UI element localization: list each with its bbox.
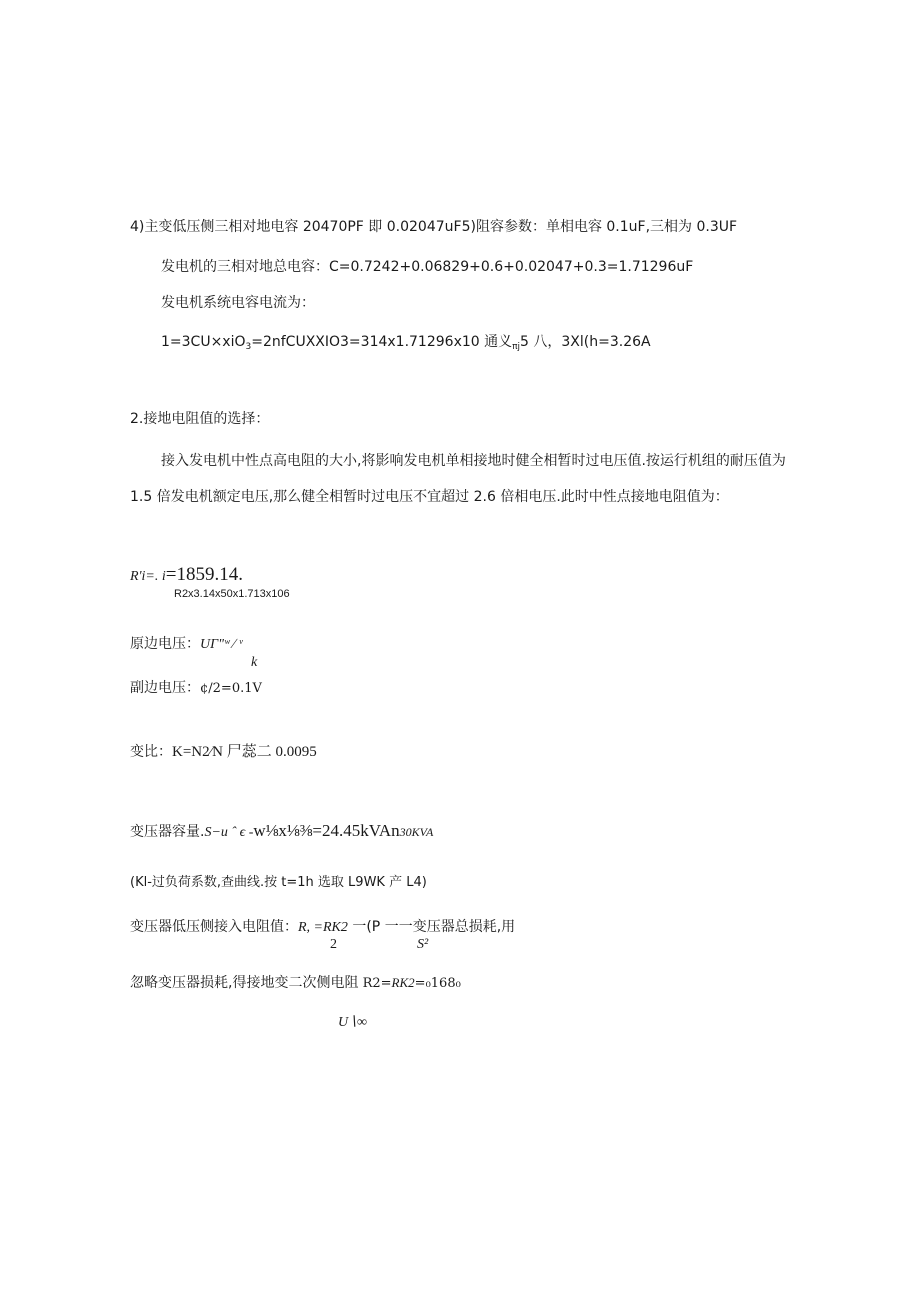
formula-trailing-fragment	[338, 1014, 367, 1031]
label-primary-voltage: 原边电压：	[130, 636, 200, 652]
formula-denominator-2	[330, 937, 337, 953]
text-loss-description: 一(P 一一变压器总损耗,用	[347, 919, 516, 935]
formula-resistance-lhs: R'i=. i	[130, 569, 166, 584]
text-denominator: R2x3.14x50x1.713x106	[174, 588, 290, 600]
formula-r2-result: =₀168₀	[414, 976, 461, 991]
value-turns-ratio: K=N2∕N 尸蕊二 0.0095	[172, 744, 317, 760]
label-secondary-resistance: 忽略变压器损耗,得接地变二次侧电阻	[130, 975, 359, 991]
text-paragraph-1: 接入发电机中性点高电阻的大小,将影响发电机单相接地时健全相暂时过电压值.按运行机组的耐压值为	[161, 453, 786, 469]
text-line-transformer-capacitance	[130, 216, 737, 236]
formula-resistance-denominator	[174, 588, 290, 600]
text-line-overload-note	[130, 871, 427, 890]
formula-transformer-capacity	[130, 821, 433, 841]
text-line-turns-ratio	[130, 740, 317, 761]
formula-part-b: =2nfCUXXIO3=314x1.71296x10 通义	[251, 334, 513, 350]
text-overload-note: (Kl-过负荷系数,查曲线.按 t=1h 选取 L9WK 产 L4)	[130, 875, 427, 890]
text-line-total-capacitance	[161, 256, 693, 276]
text-total-capacitance: 发电机的三相对地总电容：C=0.7242+0.06829+0.6+0.02047+0.3=1.71296uF	[161, 259, 694, 275]
formula-subscript-2: πj	[512, 342, 521, 352]
section-heading-grounding-resistance	[130, 408, 269, 428]
formula-denominator-s2	[417, 937, 428, 953]
value-primary-voltage: UΓ"ʷ ∕ ᵛ	[200, 637, 243, 652]
formula-capacity-part-a: S−u ˆ ϵ -	[204, 825, 254, 840]
formula-part-a: 1=3CU×xiO	[161, 334, 246, 350]
value-secondary-voltage: ¢/2=0.1V	[200, 681, 262, 696]
formula-r2-lhs: R2=	[358, 976, 392, 991]
text-line-k	[251, 655, 257, 671]
formula-resistance-result: =1859.14.	[165, 564, 243, 585]
text-line-paragraph-2	[130, 486, 729, 506]
text-line-secondary-voltage	[130, 677, 262, 697]
text-trailing-fragment: U∖∞	[338, 1015, 368, 1030]
formula-capacity-result: w⅛x⅛⅜=24.45kVAn	[253, 821, 400, 840]
text-line-secondary-resistance	[130, 972, 461, 992]
formula-subscript: 3	[245, 342, 252, 352]
formula-capacitive-current	[161, 331, 651, 352]
formula-part-c: 5 八，3Xl(h=3.26A	[520, 334, 651, 350]
text-line-paragraph-1	[161, 450, 786, 470]
text-transformer-capacitance: 4)主变低压侧三相对地电容 20470PF 即 0.02047uF5)阻容参数：单相电容 0.1uF,三相为 0.3UF	[130, 219, 738, 235]
formula-resistance-value	[130, 564, 243, 586]
formula-low-side-resistance	[130, 916, 515, 936]
text-s-squared: S²	[417, 937, 429, 952]
label-turns-ratio: 变比：	[130, 744, 172, 760]
text-two: 2	[330, 937, 337, 952]
formula-low-side-lhs: R, =RK2	[298, 920, 348, 935]
text-line-primary-voltage	[130, 633, 243, 653]
text-capacitive-current-heading: 发电机系统电容电流为：	[161, 295, 315, 311]
formula-capacity-rating: 30KVA	[399, 825, 434, 839]
text-line-capacitive-current-heading	[161, 292, 315, 312]
label-secondary-voltage: 副边电压：	[130, 680, 200, 696]
formula-r2-rk2: RK2	[391, 975, 415, 990]
text-paragraph-2: 1.5 倍发电机额定电压,那么健全相暂时过电压不宜超过 2.6 倍相电压.此时中性点接地电阻值为：	[130, 489, 729, 505]
label-low-side-resistance: 变压器低压侧接入电阻值：	[130, 919, 298, 935]
text-k: k	[251, 655, 258, 670]
heading-grounding-resistance: 2.接地电阻值的选择：	[130, 411, 270, 427]
label-transformer-capacity: 变压器容量.	[130, 824, 205, 840]
